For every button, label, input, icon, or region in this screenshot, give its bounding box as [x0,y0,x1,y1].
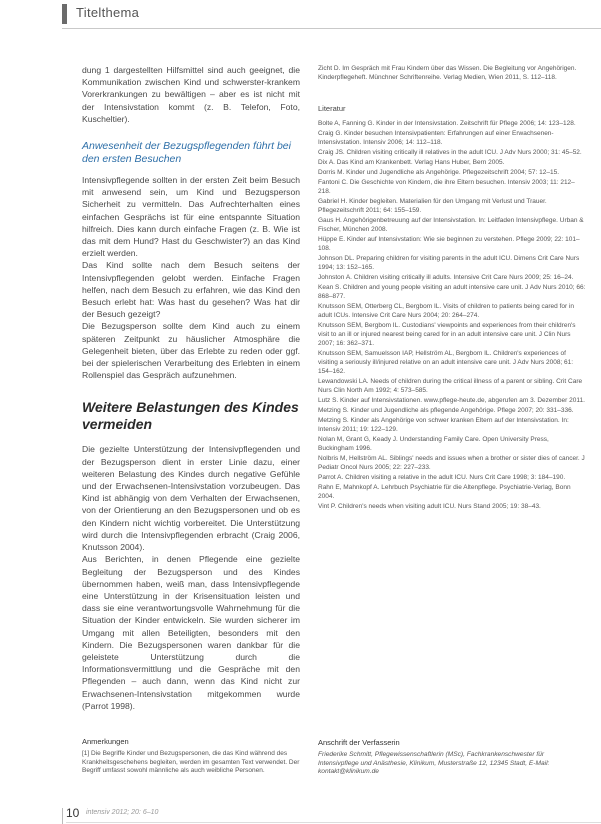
reference-item: Kean S. Children and young people visiting an adult intensive care unit. J Adv Nurs 2010; 66: 868–877. [318,284,586,300]
subheading-presence: Anwesenheit der Bezugspflegenden führt bei den ersten Besuchen [82,140,291,166]
reference-item: Rahn E, Mahnkopf A. Lehrbuch Psychiatrie für die Altenpflege. Psychiatrie-Verlag, Bonn 2004. [318,484,571,500]
journal-reference: intensiv 2012; 20: 6–10 [86,809,159,816]
footnotes-heading: Anmerkungen [82,737,129,746]
right-column [318,64,586,512]
reference-item: Nolbris M, Hellström AL. Siblings' needs and issues when a brother or sister dies of cancer. J Pediatr Oncol Nurs 2005; 22: 227–233. [318,455,585,471]
top-reference: Zicht D. Im Gespräch mit Frau Kindern über das Wissen. Die Begleitung vor Angehörigen. Kinderpflegeheft. Münchner Schriftenreihe. Verlag Medien, Wien 2011, S. 112–118. [318,65,577,81]
reference-item: Johnston A. Children visiting critically ill adults. Intensive Crit Care Nurs 2009; 25: 16–24. [318,274,574,281]
header-accent-bar [62,4,67,24]
heading-further-stress: Weitere Belastungen des Kindes vermeiden [82,399,299,433]
reference-item: Fantoni C. Die Geschichte von Kindern, die ihre Eltern besuchen. Intensiv 2003; 11: 212–218. [318,179,575,195]
reference-item: Metzing S. Kinder und Jugendliche als pflegende Angehörige. Pflege 2007; 20: 331–336. [318,407,574,414]
footnotes [82,737,300,776]
intro-paragraph: dung 1 dargestellten Hilfsmittel sind auch geeignet, die Kommunikation zwischen Kind und schwerster-krankem Vorerkrankungen zu bewältigen – aber es ist nicht mit der Intensivstation kommt (z. B. Telefon, Foto, Kuscheltier). [82,65,300,124]
reference-item: Lewandowski LA. Needs of children during the critical illness of a parent or sibling. Crit Care Nurs Clin North Am 1992; 4: 573–585. [318,378,583,394]
section-title: Titelthema [76,5,140,20]
author-heading: Anschrift der Verfasserin [318,738,400,747]
reference-item: Johnson DL. Preparing children for visiting parents in the adult ICU. Dimens Crit Care Nurs 1994; 13: 152–165. [318,255,580,271]
paragraph-4: Die gezielte Unterstützung der Intensivpflegenden und der Bezugsperson dient in erster Linie dazu, einer weiteren Belastung des Kindes durch negative Gefühle und der Erwachsenen-Intensivstation vorzubeugen. Das Kind ist abhängig von dem Verhalten der Erwachsenen, von der Orientierung an den Bezugspersonen und ob es den Kindern nicht wichtig vorbereitet. Die Unterstützung wird durch die Intensivpflegenden erbracht (Craig 2006, Knutsson 2004). [82,444,300,553]
reference-item: Knutsson SEM, Samuelsson IAP, Hellström AL, Bergbom IL. Children's experiences of visiting a seriously ill/injured relative on an adult intensive care unit. J Adv Nurs 2008; 61: 154–162. [318,350,574,375]
reference-item: Gabriel H. Kinder begleiten. Materialien für den Umgang mit Verlust und Trauer. Pflegezeitschrift 2011; 64: 155–159. [318,198,547,214]
paragraph-2: Das Kind sollte nach dem Besuch seitens der Intensivpflegenden gelobt werden. Einfache Fragen helfen, nach dem Besuch zu erfahren, wie das Kind den Besuch erlebt hat: Was hast du gesehen? Was hat dir der Besuch gezeigt? [82,260,300,320]
page-header [0,0,601,30]
reference-item: Metzing S. Kinder als Angehörige von schwer kranken Eltern auf der Intensivstation. In: Intensiv 2011; 19: 122–129. [318,417,569,433]
reference-item: Dix A. Das Kind am Krankenbett. Verlag Hans Huber, Bern 2005. [318,159,505,166]
reference-item: Craig JS. Children visiting critically ill relatives in the adult ICU. J Adv Nurs 2000; 31: 45–52. [318,149,582,156]
literature-heading: Literatur [318,104,346,113]
reference-item: Vint P. Children's needs when visiting adult ICU. Nurs Stand 2005; 19: 38–43. [318,503,541,510]
reference-item: Gaus H. Angehörigenbetreuung auf der Intensivstation. In: Leitfaden Intensivpflege. Urban & Fischer, München 2008. [318,217,584,233]
footnote-text: [1] Die Begriffe Kinder und Bezugspersonen, die das Kind während des Krankheitsgeschehens begleiten, werden im gesamten Text verwendet. Der Begriff umfasst sowohl männliche als auch weibliche Personen. [82,750,300,775]
page-number: 10 [66,806,80,820]
header-divider [62,28,601,29]
paragraph-1: Intensivpflegende sollten in der ersten Zeit beim Besuch mit anwesend sein, um Kind und Bezugsperson Sicherheit zu vermitteln. Das Aufrechterhalten eines einfachen Gesprächs ist für eine entspannte Situation hilfreich. Dies kann durch einfache Fragen (z. B. Wie ist das mit dem Hund? Hast du Geschwister?) an das Kind erzielt werden. [82,175,300,259]
reference-item: Hüppe E. Kinder auf Intensivstation: Wie sie beginnen zu verstehen. Pflege 2009; 22: 101–108. [318,236,580,252]
author-text: Friederike Schmitt, Pflegewissenschaftlerin (MSc), Fachkrankenschwester für Intensivpflege und Anästhesie, Klinikum, Musterstraße 12, 12345 Stadt, E-Mail: kontakt@klinikum.de [318,751,550,776]
reference-item: Parrot A. Children visiting a relative in the adult ICU. Nurs Crit Care 1998; 3: 184–190. [318,474,566,481]
reference-list [318,119,586,511]
footer-rule [66,822,601,823]
reference-item: Dorris M. Kinder und Jugendliche als Angehörige. Pflegezeitschrift 2004; 57: 12–15. [318,169,560,176]
footer-divider [62,808,63,824]
left-column [82,64,300,712]
reference-item: Knutsson SEM, Bergbom IL. Custodians' viewpoints and experiences from their children's visit to an ill or injured nearest being cared for in an adult intensive care unit. J Clin Nurs 2007; 16: 362–371. [318,322,576,347]
reference-item: Lutz S. Kinder auf Intensivstationen. www.pflege-heute.de, abgerufen am 3. Dezember 2011. [318,397,585,404]
paragraph-3: Die Bezugsperson sollte dem Kind auch zu einem späteren Zeitpunkt zu häuslicher Atmosphäre die Gelegenheit bieten, über das Erlebte zu reden oder ggf. bei der spielerischen Verarbeitung des Erlebten in einem Rollenspiel das Gespräch aufzunehmen. [82,321,300,381]
reference-item: Craig G. Kinder besuchen Intensivpatienten: Erfahrungen auf einer Erwachsenen-Intensivstation. Intensiv 2006; 14: 112–118. [318,130,554,146]
reference-item: Knutsson SEM, Otterberg CL, Bergbom IL. Visits of children to patients being cared for in adult ICUs. Intensive Crit Care Nurs 2004; 20: 264–274. [318,303,575,319]
reference-item: Nolan M, Grant G, Keady J. Understanding Family Care. Open University Press, Buckingham 1996. [318,436,549,452]
paragraph-5: Aus Berichten, in denen Pflegende eine gezielte Begleitung der Bezugsperson und des Kindes übernommen haben, weiß man, dass Intensivpflegende eine Unterstützung in der Krisensituation leisten und dass sie eine verantwortungsvolle Wahrnehmung für die Situation der Kinder entwickeln. Sie wurden sicherer im Umgang mit allen Beteiligten, besonders mit den Kindern. Die Bezugspersonen waren dankbar für die geleistete Unterstützung durch die Informationsvermittlung und die Gespräche mit den Pflegenden – auch dann, wenn das Kind nicht zur Erwachsenen-Intensivstation mitgekommen wurde (Parrot 1998). [82,554,300,711]
reference-item: Bolte A, Fanning G. Kinder in der Intensivstation. Zeitschrift für Pflege 2006; 14: 123–128. [318,120,576,127]
author-address [318,738,586,777]
